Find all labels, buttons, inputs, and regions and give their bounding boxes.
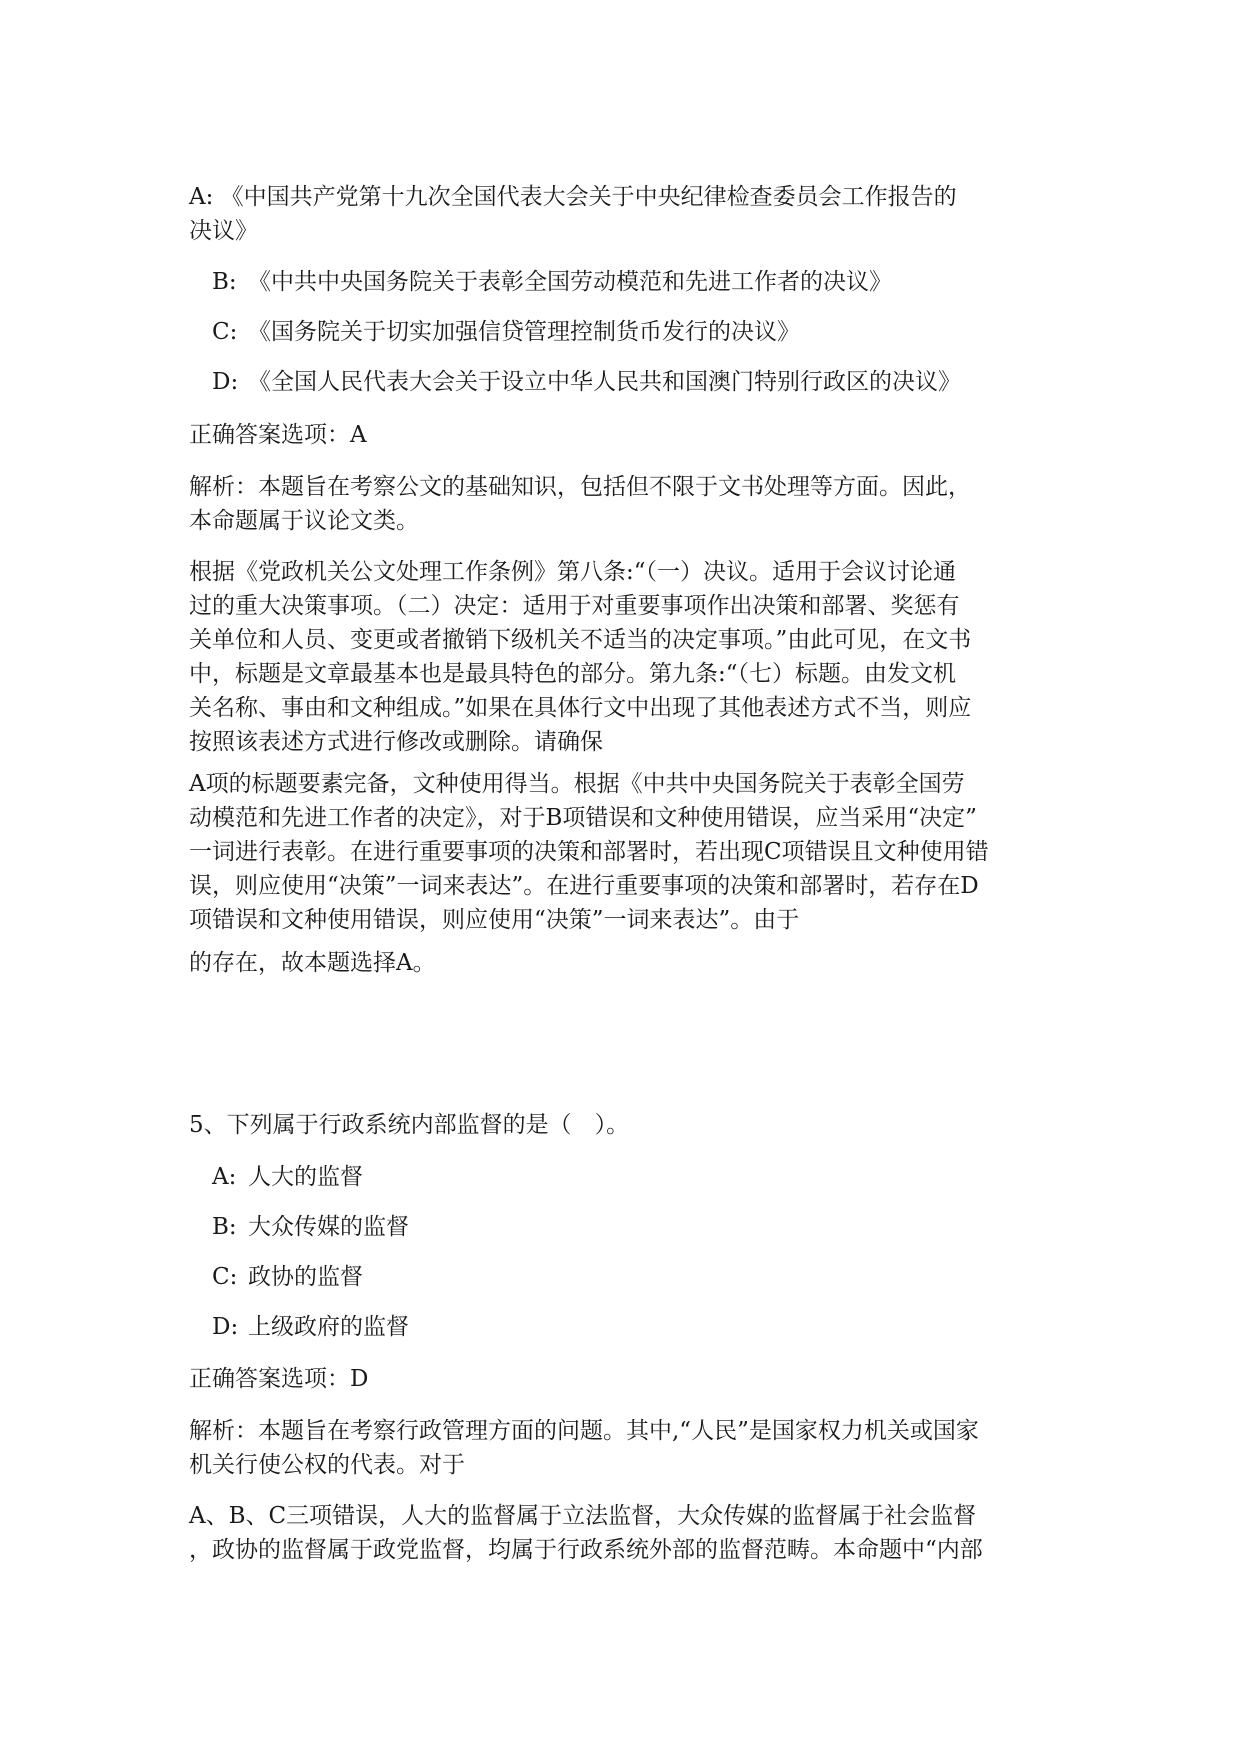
- option-letter: C:: [212, 1264, 238, 1290]
- q4-paragraph-3: [189, 767, 1069, 937]
- paragraph-line: 误，则应使用“决策”一词来表达”。在进行重要事项的决策和部署时，若存在D: [189, 873, 979, 899]
- option-text: 《国务院关于切实加强信贷管理控制货币发行的决议》: [248, 319, 800, 345]
- paragraph-line: 按照该表述方式进行修改或删除。请确保: [189, 729, 603, 755]
- paragraph-line: 中，标题是文章最基本也是最具特色的部分。第九条:“（七）标题。由发文机: [189, 661, 957, 687]
- option-letter: D:: [212, 369, 239, 395]
- q4-option-a-line: A: 《中国共产党第十九次全国代表大会关于中央纪律检查委员会工作报告的: [189, 184, 957, 210]
- option-letter: B:: [212, 1214, 237, 1240]
- option-letter: A:: [212, 1164, 237, 1190]
- paragraph-line: 关名称、事由和文种组成。”如果在具体行文中出现了其他表述方式不当，则应: [189, 695, 972, 721]
- analysis-line: 本命题属于议论文类。: [189, 508, 419, 534]
- paragraph-line: 动模范和先进工作者的决定》，对于B项错误和文种使用错误，应当采用“决定”: [189, 805, 977, 831]
- option-text: 《中共中央国务院关于表彰全国劳动模范和先进工作者的决议》: [248, 269, 892, 295]
- option-letter: C:: [212, 319, 238, 345]
- paragraph-line: 过的重大决策事项。（二）决定：适用于对重要事项作出决策和部署、奖惩有: [189, 593, 960, 619]
- option-text: 《全国人民代表大会关于设立中华人民共和国澳门特别行政区的决议》: [248, 369, 961, 395]
- q4-paragraph-2: [189, 555, 1069, 759]
- option-text: 上级政府的监督: [248, 1314, 409, 1340]
- q5-question: 5、下列属于行政系统内部监督的是（ ）。: [189, 1112, 630, 1138]
- q4-option-a: [189, 180, 1069, 248]
- analysis-line: 解析：本题旨在考察公文的基础知识，包括但不限于文书处理等方面。因此，: [189, 474, 971, 500]
- analysis-line: 机关行使公权的代表。对于: [189, 1452, 465, 1478]
- q5-option-b: [212, 1210, 1072, 1244]
- option-text: 人大的监督: [248, 1164, 363, 1190]
- paragraph-line: ，政协的监督属于政党监督，均属于行政系统外部的监督范畴。本命题中“内部: [189, 1537, 983, 1563]
- q4-option-d: [212, 365, 1072, 399]
- paragraph-line: 一词进行表彰。在进行重要事项的决策和部署时，若出现C项错误且文种使用错: [189, 839, 989, 865]
- paragraph-line: A、B、C三项错误，人大的监督属于立法监督，大众传媒的监督属于社会监督: [189, 1503, 977, 1529]
- q4-paragraph-4: 的存在，故本题选择A。: [189, 950, 436, 976]
- q5-option-a: [212, 1160, 1072, 1194]
- q4-answer: 正确答案选项：A: [189, 422, 367, 448]
- option-letter: B:: [212, 269, 237, 295]
- paragraph-line: 项错误和文种使用错误，则应使用“决策”一词来表达”。由于: [189, 907, 800, 933]
- option-text: 政协的监督: [248, 1264, 363, 1290]
- q5-answer: 正确答案选项：D: [189, 1366, 369, 1392]
- q4-option-a-line: 决议》: [189, 218, 258, 244]
- analysis-line: 解析：本题旨在考察行政管理方面的问题。其中,“人民”是国家权力机关或国家: [189, 1418, 979, 1444]
- paragraph-line: 关单位和人员、变更或者撤销下级机关不适当的决定事项。”由此可见，在文书: [189, 627, 972, 653]
- q5-paragraph-2: [189, 1499, 1069, 1567]
- paragraph-line: 根据《党政机关公文处理工作条例》第八条:“（一）决议。适用于会议讨论通: [189, 559, 957, 585]
- paragraph-line: A项的标题要素完备，文种使用得当。根据《中共中央国务院关于表彰全国劳: [189, 771, 965, 797]
- q4-analysis: [189, 470, 1069, 538]
- q5-analysis: [189, 1414, 1069, 1482]
- option-text: 大众传媒的监督: [248, 1214, 409, 1240]
- q5-option-d: [212, 1310, 1072, 1344]
- q4-option-b: [212, 265, 1072, 299]
- option-letter: D:: [212, 1314, 239, 1340]
- q5-option-c: [212, 1260, 1072, 1294]
- q4-option-c: [212, 315, 1072, 349]
